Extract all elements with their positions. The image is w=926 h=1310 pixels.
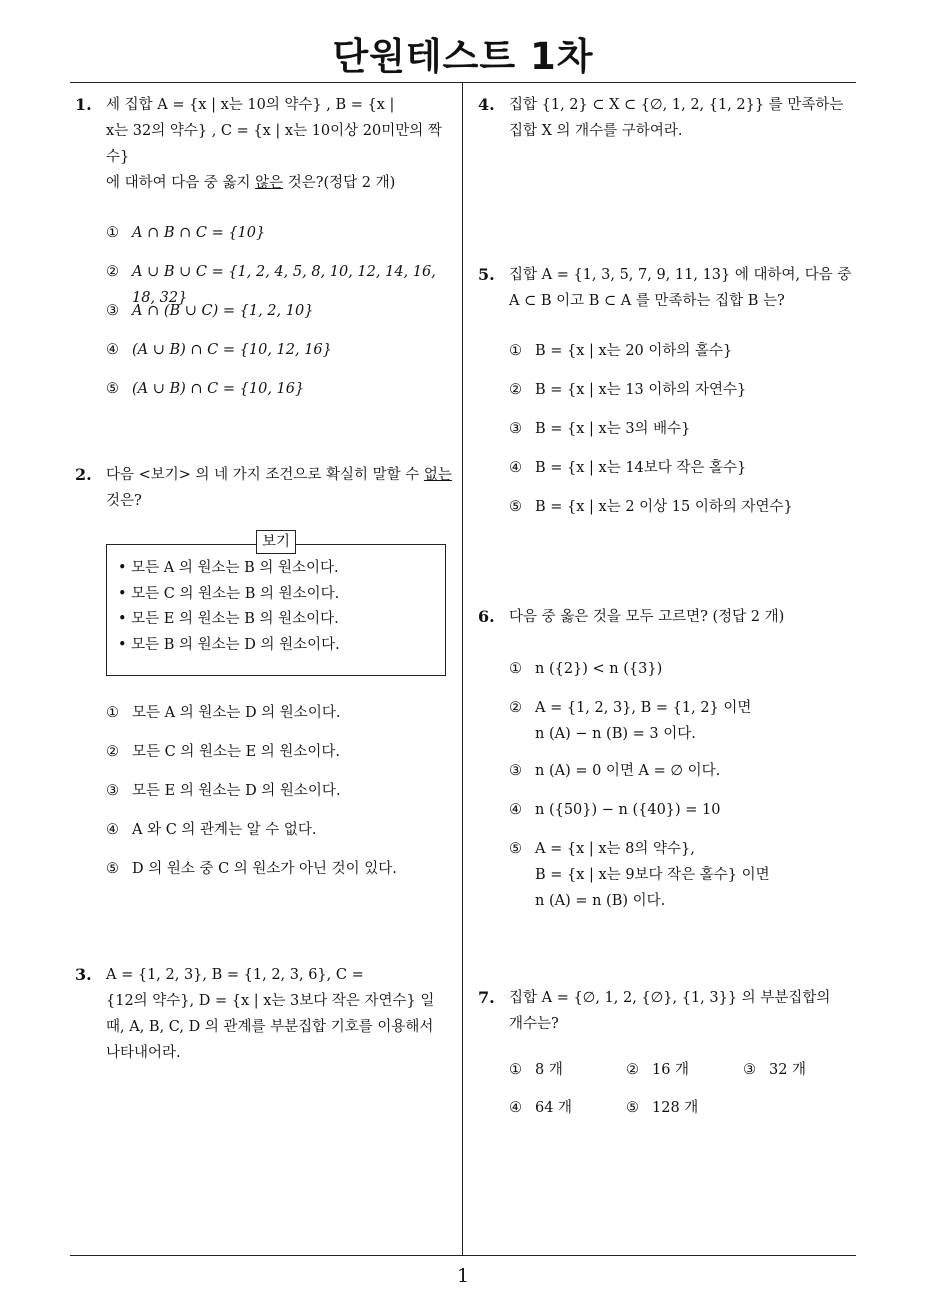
stem-line: A ⊂ B 이고 B ⊂ A 를 만족하는 집합 B 는? [509,293,785,309]
question-number: 4. [478,95,495,114]
option-4[interactable] [509,797,863,836]
question-number: 7. [478,988,495,1007]
option-5[interactable] [106,376,460,415]
option-mark: ② [509,700,522,716]
option-5[interactable] [509,494,863,533]
option-mark: ⑤ [509,841,522,857]
question-stem [509,92,863,144]
question-6 [478,604,863,924]
option-text: 64 개 [535,1100,573,1116]
stem-line [106,462,460,488]
option-text: 모든 E 의 원소는 D 의 원소이다. [132,783,341,799]
option-mark: ⑤ [106,861,119,877]
option-text: B = {x | x는 14보다 작은 홀수} [535,460,747,476]
option-text: A 와 C 의 관계는 알 수 없다. [132,822,317,838]
stem-line: 집합 X 의 개수를 구하여라. [509,123,683,139]
page-number: 1 [456,1265,470,1287]
question-stem [509,262,863,314]
option-text-line: A = {1, 2, 3}, B = {1, 2} 이면 [535,700,752,716]
option-text-line: A = {x | x는 8의 약수}, [535,841,695,857]
option-4[interactable] [509,1095,626,1121]
option-mark: ④ [509,460,522,476]
option-list [509,656,863,924]
option-1[interactable] [509,338,863,377]
option-1[interactable] [509,656,863,695]
underlined-keyword: 않은 [255,175,284,191]
option-3[interactable] [106,778,460,817]
option-mark: ③ [743,1062,756,1078]
question-stem [106,92,460,196]
stem-line: A = {1, 2, 3}, B = {1, 2, 3, 6}, C = [106,967,364,983]
option-mark: ① [509,661,522,677]
option-4[interactable] [106,337,460,376]
option-mark: ① [509,343,522,359]
option-grid [509,1057,863,1121]
option-text-line: n (A) = n (B) 이다. [535,893,666,909]
question-7 [478,985,863,1121]
option-text: 모든 C 의 원소는 E 의 원소이다. [132,744,341,760]
option-text: 16 개 [652,1062,690,1078]
option-mark: ⑤ [106,381,119,397]
option-text: 모든 A 의 원소는 D 의 원소이다. [132,705,341,721]
option-text: 128 개 [652,1100,699,1116]
top-rule [70,82,856,83]
option-text: n ({2}) < n ({3}) [535,661,663,677]
option-3[interactable] [509,416,863,455]
option-mark: ④ [509,802,522,818]
stem-line: 다음 중 옳은 것을 모두 고르면? (정답 2 개) [509,609,785,625]
stem-text: 다음 <보기> 의 네 가지 조건으로 확실히 말할 수 [106,467,424,483]
option-5[interactable] [509,836,863,924]
option-text: 32 개 [769,1062,807,1078]
option-1[interactable] [106,700,460,739]
option-list [106,220,460,415]
bogi-item: • 모든 E 의 원소는 B 의 원소이다. [118,611,339,627]
option-text [535,836,770,914]
option-5[interactable] [626,1095,743,1121]
question-stem [509,985,863,1037]
option-2[interactable] [509,695,863,758]
question-3 [75,962,460,1066]
question-stem [106,462,460,514]
question-number: 6. [478,607,495,626]
option-text: B = {x | x는 13 이하의 자연수} [535,382,747,398]
option-mark: ④ [106,342,119,358]
underlined-keyword: 없는 [423,467,452,483]
option-mark: ② [509,382,522,398]
stem-line: {12의 약수}, D = {x | x는 3보다 작은 자연수} 일 [106,993,435,1009]
option-text: B = {x | x는 3의 배수} [535,421,691,437]
column-divider [462,83,463,1255]
question-number: 5. [478,265,495,284]
option-mark: ③ [509,421,522,437]
option-mark: ① [106,705,119,721]
bogi-conditions [118,556,340,658]
question-number: 2. [75,465,92,484]
page-title: 단원테스트 1차 [332,35,594,78]
option-text-line: B = {x | x는 9보다 작은 홀수} 이면 [535,867,770,883]
option-2[interactable] [106,259,460,306]
option-text: B = {x | x는 2 이상 15 이하의 자연수} [535,499,793,515]
option-mark: ① [509,1062,522,1078]
option-text: A ∪ B ∪ C = {1, 2, 4, 5, 8, 10, 12, 14, 16, 18, 32} [132,264,436,306]
stem-line: 집합 A = {∅, 1, 2, {∅}, {1, 3}} 의 부분집합의 [509,990,831,1006]
option-text: (A ∪ B) ∩ C = {10, 16} [132,381,305,397]
question-stem [509,604,863,630]
stem-line: 세 집합 A = {x | x는 10의 약수} , B = {x | [106,97,395,113]
option-5[interactable] [106,856,460,895]
option-text: B = {x | x는 20 이하의 홀수} [535,343,733,359]
option-text: 8 개 [535,1062,563,1078]
option-text: n ({50}) − n ({40}) = 10 [535,802,721,818]
stem-text: 에 대하여 다음 중 옳지 [106,175,256,191]
option-list [509,338,863,533]
option-2[interactable] [626,1057,743,1083]
option-text: A ∩ B ∩ C = {10} [132,225,266,241]
option-1[interactable] [106,220,460,259]
stem-line [106,170,460,196]
question-5 [478,262,863,533]
option-text: A ∩ (B ∪ C) = {1, 2, 10} [132,303,314,319]
question-number: 1. [75,95,92,114]
question-2 [75,462,460,895]
option-list [106,700,460,895]
bogi-item: • 모든 C 의 원소는 B 의 원소이다. [118,585,340,602]
option-mark: ⑤ [626,1100,639,1116]
option-1[interactable] [509,1057,626,1083]
option-3[interactable] [509,758,863,797]
option-mark: ② [106,744,119,760]
bogi-label: 보기 [256,530,296,554]
bogi-item: • 모든 A 의 원소는 B 의 원소이다. [118,560,339,576]
option-text: D 의 원소 중 C 의 원소가 아닌 것이 있다. [132,861,397,877]
bogi-item: • 모든 B 의 원소는 D 의 원소이다. [118,636,340,653]
option-text [535,695,751,747]
stem-line: 개수는? [509,1016,559,1032]
bottom-rule [70,1255,856,1256]
option-mark: ④ [106,822,119,838]
option-mark: ① [106,225,119,241]
stem-line: 집합 {1, 2} ⊂ X ⊂ {∅, 1, 2, {1, 2}} 를 만족하는 [509,97,844,113]
question-number: 3. [75,965,92,984]
bogi-box [106,536,446,676]
option-4[interactable] [509,455,863,494]
option-mark: ② [626,1062,639,1078]
option-mark: ⑤ [509,499,522,515]
option-mark: ④ [509,1100,522,1116]
option-text: n (A) = 0 이면 A = ∅ 이다. [535,763,721,779]
option-2[interactable] [106,739,460,778]
question-stem [106,962,460,1066]
option-mark: ③ [106,783,119,799]
option-4[interactable] [106,817,460,856]
question-1 [75,92,460,415]
option-mark: ③ [509,763,522,779]
option-mark: ② [106,264,119,280]
stem-line: 때, A, B, C, D 의 관계를 부분집합 기호를 이용해서 [106,1019,434,1035]
option-3[interactable] [743,1057,860,1083]
stem-line: x는 32의 약수} , C = {x | x는 10이상 20미만의 짝수} [106,123,442,165]
option-text-line: n (A) − n (B) = 3 이다. [535,726,696,742]
stem-text: 것은?(정답 2 개) [283,175,396,191]
option-2[interactable] [509,377,863,416]
stem-line: 집합 A = {1, 3, 5, 7, 9, 11, 13} 에 대하여, 다음 중 [509,267,852,283]
option-mark: ③ [106,303,119,319]
stem-line: 나타내어라. [106,1045,181,1061]
option-text: (A ∪ B) ∩ C = {10, 12, 16} [132,342,332,358]
question-4 [478,92,863,144]
stem-line: 것은? [106,493,142,509]
